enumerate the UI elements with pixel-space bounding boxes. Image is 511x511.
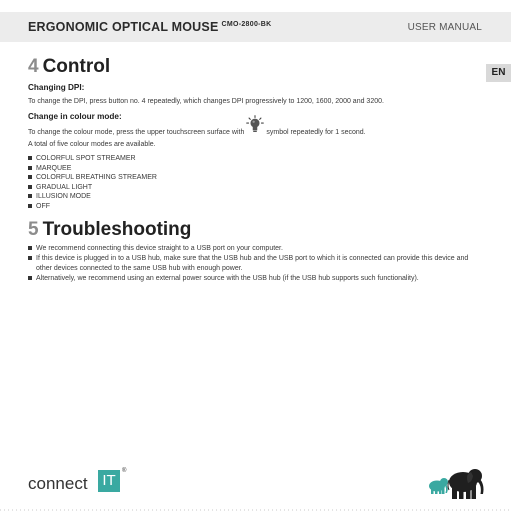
section-number: 5 [28, 219, 39, 240]
list-item: COLORFUL SPOT STREAMER [28, 154, 157, 164]
modes-intro: A total of five colour modes are available. [28, 141, 156, 148]
small-elephant [429, 478, 448, 494]
product-name: ERGONOMIC OPTICAL MOUSE [28, 20, 219, 34]
troubleshooting-list [28, 244, 481, 284]
logo-box: IT [98, 470, 120, 492]
large-elephant [448, 469, 484, 499]
product-title [28, 20, 271, 34]
section-number: 4 [28, 56, 39, 77]
section-title: Troubleshooting [42, 219, 192, 240]
product-model: CMO-2800-BK [221, 21, 272, 28]
colour-mode-text [28, 127, 366, 137]
page-edge-marks [0, 506, 511, 511]
colour-mode-text-after: symbol repeatedly for 1 second. [266, 128, 366, 136]
colour-mode-text-before: To change the colour mode, press the upper touchscreen surface with [28, 128, 245, 136]
list-item: OFF [28, 202, 157, 212]
dpi-heading: Changing DPI: [28, 83, 85, 92]
page-header [0, 0, 511, 40]
registered-mark: ® [122, 468, 127, 474]
list-item: Alternatively, we recommend using an external power source with the USB hub (if the USB hub supports such functionality). [28, 274, 481, 284]
list-item: GRADUAL LIGHT [28, 183, 157, 193]
section-title: Control [42, 56, 111, 77]
document-type: USER MANUAL [407, 22, 482, 33]
elephant-icon [425, 466, 489, 500]
list-item: We recommend connecting this device straight to a USB port on your computer. [28, 244, 481, 254]
colour-mode-heading: Change in colour mode: [28, 112, 122, 121]
section-heading-troubleshooting [28, 219, 191, 241]
list-item: ILLUSION MODE [28, 192, 157, 202]
list-item: MARQUEE [28, 164, 157, 174]
list-item: If this device is plugged in to a USB hub, make sure that the USB hub and the USB port to which it is connected can provide this device and other devices connected to the same USB hub with enough power. [28, 254, 481, 274]
colour-mode-list [28, 154, 157, 211]
logo-word: connect [28, 474, 88, 493]
language-badge: EN [486, 64, 511, 82]
section-heading-control [28, 56, 110, 78]
list-item: COLORFUL BREATHING STREAMER [28, 173, 157, 183]
dpi-text: To change the DPI, press button no. 4 repeatedly, which changes DPI progressively to 1200, 1600, 2000 and 3200. [28, 98, 384, 105]
bulb-icon [246, 115, 264, 133]
